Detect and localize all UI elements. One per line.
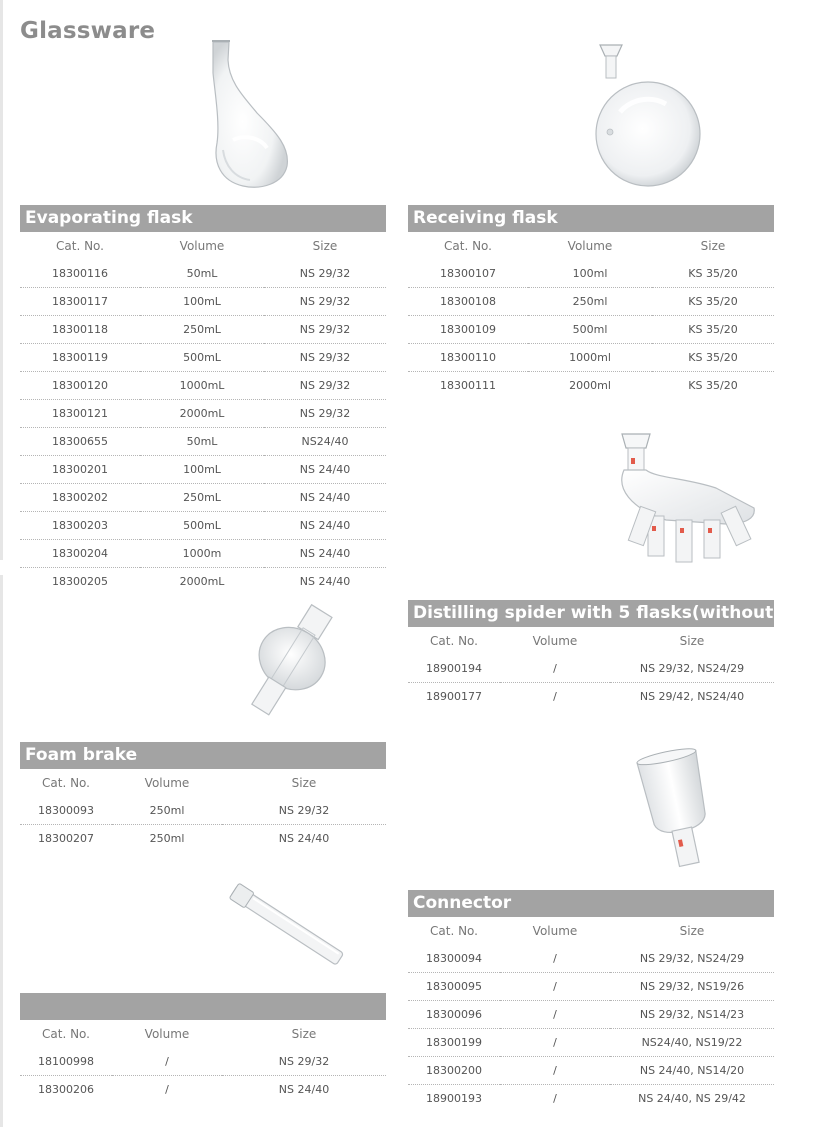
volume-cell: / [165,1083,169,1096]
size-cell: NS 24/40 [278,832,330,845]
column-header-cat-no: Cat. No. [444,239,492,253]
cat-no-cell: 18300117 [20,288,140,316]
size-cell: NS24/40 [264,428,386,456]
table-row [20,428,386,456]
table-row [20,512,386,540]
foam-brake-table [20,769,386,852]
volume-cell: 250ml [149,832,185,845]
size-cell: NS24/40, NS19/22 [610,1029,774,1057]
cat-no-cell: 18300095 [408,973,500,1001]
column-header-volume: Volume [144,1027,190,1041]
volume-cell: 250mL [140,316,264,344]
connector-image [630,745,750,875]
cat-no-cell: 18300110 [408,344,528,372]
cat-no-cell: 18900193 [426,1092,482,1105]
volume-cell: / [500,1029,610,1057]
distilling-spider-table [408,627,774,710]
connector-section [408,890,774,1112]
cat-no-cell: 18300201 [20,456,140,484]
table-row [408,372,774,400]
cat-no-cell: 18300119 [20,344,140,372]
size-cell: NS 24/40 [264,540,386,568]
distilling-spider-section [408,600,832,710]
table-row [20,825,386,853]
table-row [408,1029,774,1057]
size-cell: NS 24/40 [299,575,351,588]
volume-cell: / [500,1001,610,1029]
cat-no-cell: 18300109 [408,316,528,344]
table-row [20,1076,386,1104]
cat-no-cell: 18900177 [426,690,482,703]
cat-no-cell: 18300205 [52,575,108,588]
volume-cell: 2000mL [140,400,264,428]
column-header-cat-no: Cat. No. [42,776,90,790]
cat-no-cell: 18300121 [20,400,140,428]
table-row [20,1048,386,1076]
cat-no-cell: 18300093 [20,797,112,825]
distilling-spider-title-bar: Distilling spider with 5 flasks(without flask) [408,600,774,627]
volume-cell: / [553,1092,557,1105]
evaporating-flask-title-bar: Evaporating flask [20,205,386,232]
volume-cell: 100mL [140,456,264,484]
glass-tube-section [20,993,386,1103]
volume-cell: 500mL [140,512,264,540]
size-cell: KS 35/20 [652,344,774,372]
volume-cell: 50mL [140,428,264,456]
table-row [20,540,386,568]
receiving-flask-image [590,42,700,192]
volume-cell: 2000mL [179,575,225,588]
cat-no-cell: 18300206 [38,1083,94,1096]
cat-no-cell: 18300655 [20,428,140,456]
column-header-cat-no: Cat. No. [42,1027,90,1041]
cat-no-cell: 18300107 [408,260,528,288]
volume-cell: 250mL [140,484,264,512]
volume-cell: / [500,655,610,683]
volume-cell: 500ml [528,316,652,344]
volume-cell: / [500,973,610,1001]
size-cell: KS 35/20 [652,288,774,316]
cat-no-cell: 18300116 [20,260,140,288]
receiving-flask-title-bar: Receiving flask [408,205,774,232]
left-margin-rule [0,0,3,560]
table-row [408,945,774,973]
size-cell: NS 29/32 [264,372,386,400]
column-header-size: Size [291,1027,317,1041]
volume-cell: / [500,945,610,973]
volume-cell: 1000ml [528,344,652,372]
column-header-size: Size [291,776,317,790]
column-header-size: Size [312,239,338,253]
table-row [20,400,386,428]
table-row [20,344,386,372]
cat-no-cell: 18300200 [408,1057,500,1085]
cat-no-cell: 18300120 [20,372,140,400]
cat-no-cell: 18300203 [20,512,140,540]
evaporating-flask-table [20,232,386,595]
size-cell: NS 29/32 [264,400,386,428]
table-row [408,1085,774,1113]
cat-no-cell: 18300096 [408,1001,500,1029]
table-row [20,288,386,316]
glass-tube-image [222,880,352,970]
left-margin-rule-lower [0,575,3,1127]
size-cell: NS 29/32 [264,288,386,316]
column-header-size: Size [679,634,705,648]
table-row [408,344,774,372]
volume-cell: / [112,1048,222,1076]
size-cell: NS 24/40 [278,1083,330,1096]
distilling-spider-image [606,428,766,588]
table-row [408,316,774,344]
cat-no-cell: 18900194 [408,655,500,683]
table-row [20,456,386,484]
size-cell: NS 24/40, NS14/20 [610,1057,774,1085]
cat-no-cell: 18300202 [20,484,140,512]
size-cell: NS 24/40 [264,512,386,540]
volume-cell: 500mL [140,344,264,372]
cat-no-cell: 18300199 [408,1029,500,1057]
table-row [20,316,386,344]
table-row [408,683,774,711]
size-cell: NS 29/32 [264,260,386,288]
cat-no-cell: 18300118 [20,316,140,344]
table-row [20,484,386,512]
volume-cell: 1000mL [140,372,264,400]
foam-brake-title-bar: Foam brake [20,742,386,769]
table-row [408,973,774,1001]
foam-brake-section [20,742,386,852]
size-cell: NS 29/32, NS19/26 [610,973,774,1001]
table-row [408,260,774,288]
cat-no-cell: 18300108 [408,288,528,316]
volume-cell: 50mL [140,260,264,288]
size-cell: NS 24/40 [264,456,386,484]
evaporating-flask-image [195,38,325,190]
evaporating-flask-section [20,205,386,595]
size-cell: KS 35/20 [688,379,738,392]
glass-tube-title-bar [20,993,386,1020]
column-header-volume: Volume [179,239,225,253]
table-row [20,260,386,288]
size-cell: NS 24/40 [264,484,386,512]
column-header-volume: Volume [532,924,578,938]
volume-cell: 100ml [528,260,652,288]
table-row [20,568,386,596]
column-header-cat-no: Cat. No. [430,924,478,938]
size-cell: NS 29/32 [222,797,386,825]
volume-cell: 250ml [528,288,652,316]
volume-cell: / [500,1057,610,1085]
cat-no-cell: 18300207 [38,832,94,845]
glass-tube-table [20,1020,386,1103]
table-row [408,288,774,316]
column-header-volume: Volume [144,776,190,790]
size-cell: NS 29/32 [222,1048,386,1076]
size-cell: NS 29/32, NS24/29 [610,655,774,683]
size-cell: NS 29/42, NS24/40 [639,690,745,703]
volume-cell: 2000ml [569,379,611,392]
column-header-volume: Volume [567,239,613,253]
size-cell: NS 29/32 [264,316,386,344]
column-header-cat-no: Cat. No. [430,634,478,648]
receiving-flask-section [408,205,774,399]
volume-cell: 1000m [140,540,264,568]
volume-cell: 250ml [112,797,222,825]
connector-table [408,917,774,1112]
column-header-cat-no: Cat. No. [56,239,104,253]
size-cell: NS 29/32, NS14/23 [610,1001,774,1029]
size-cell: KS 35/20 [652,316,774,344]
table-row [408,655,774,683]
column-header-size: Size [700,239,726,253]
cat-no-cell: 18300204 [20,540,140,568]
cat-no-cell: 18300111 [440,379,496,392]
size-cell: NS 24/40, NS 29/42 [638,1092,746,1105]
table-row [20,372,386,400]
table-row [408,1057,774,1085]
cat-no-cell: 18300094 [408,945,500,973]
page-title: Glassware [20,18,156,44]
size-cell: NS 29/32 [264,344,386,372]
size-cell: KS 35/20 [652,260,774,288]
receiving-flask-table [408,232,774,399]
column-header-size: Size [679,924,705,938]
size-cell: NS 29/32, NS24/29 [610,945,774,973]
cat-no-cell: 18100998 [20,1048,112,1076]
table-row [408,1001,774,1029]
connector-title-bar: Connector [408,890,774,917]
volume-cell: / [553,690,557,703]
foam-brake-image [220,600,360,725]
volume-cell: 100mL [140,288,264,316]
table-row [20,797,386,825]
column-header-volume: Volume [532,634,578,648]
